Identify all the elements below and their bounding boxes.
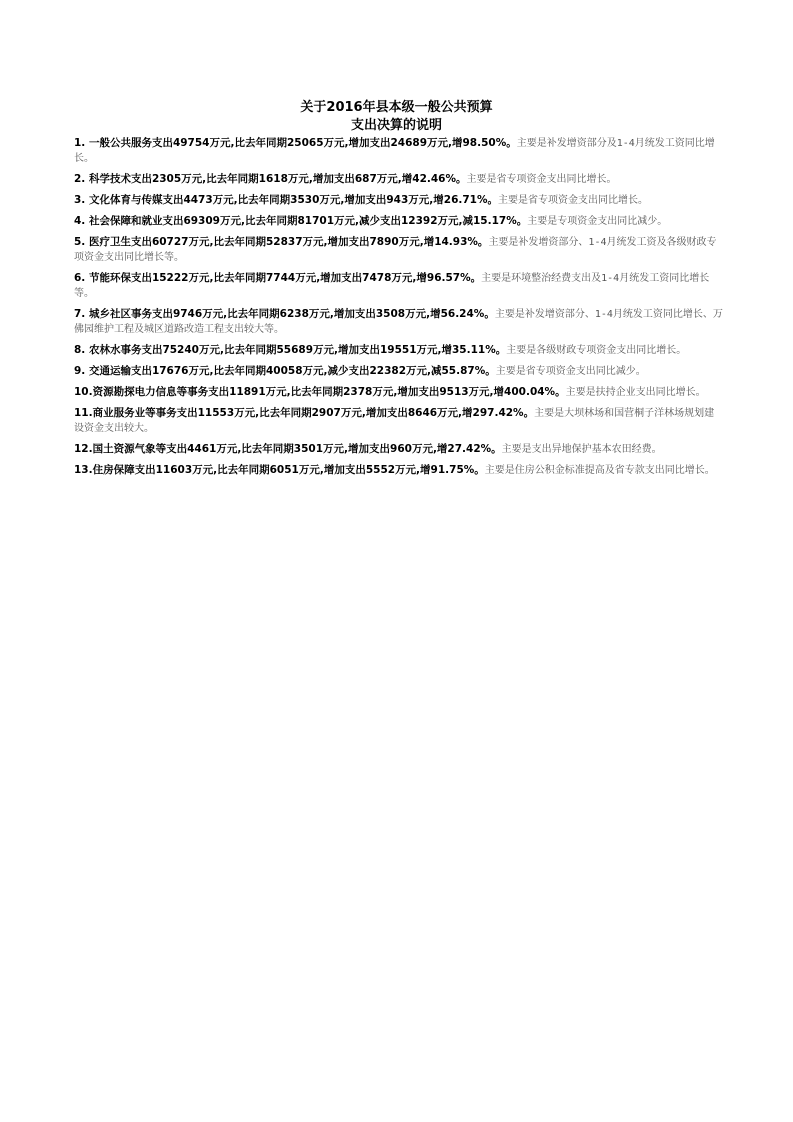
item-note: 主要是环境整治经费支出及1-4月统发工资同比增长等。 <box>74 273 710 299</box>
item-summary: 4. 社会保障和就业支出69309万元,比去年同期81701万元,减少支出12392万元,减15.17%。 <box>74 215 528 227</box>
item-summary: 10.资源勘探电力信息等事务支出11891万元,比去年同期2378万元,增加支出9513万元,增400.04%。 <box>74 386 566 398</box>
item-note: 主要是省专项资金支出同比减少。 <box>495 366 646 377</box>
item-note: 主要是大坝林场和国营桐子洋林场规划建设资金支出较大。 <box>74 408 715 434</box>
item-note: 主要是补发增资部分、1-4月统发工资及各级财政专项资金支出同比增长等。 <box>74 237 717 263</box>
item-summary: 6. 节能环保支出15222万元,比去年同期7744万元,增加支出7478万元,增96.57%。 <box>74 272 482 284</box>
item-note: 主要是各级财政专项资金支出同比增长。 <box>506 345 687 356</box>
list-item <box>74 463 724 478</box>
item-summary: 9. 交通运输支出17676万元,比去年同期40058万元,减少支出22382万元,减55.87%。 <box>74 365 496 377</box>
list-item <box>74 172 724 187</box>
item-summary: 3. 文化体育与传媒支出4473万元,比去年同期3530万元,增加支出943万元,增26.71%。 <box>74 194 499 206</box>
list-item <box>74 235 724 265</box>
item-note: 主要是补发增资部分及1-4月统发工资同比增长。 <box>74 138 715 164</box>
item-summary: 2. 科学技术支出2305万元,比去年同期1618万元,增加支出687万元,增42.46%。 <box>74 173 467 185</box>
item-note: 主要是住房公积金标准提高及省专款支出同比增长。 <box>484 465 715 476</box>
list-item <box>74 406 724 436</box>
list-item <box>74 193 724 208</box>
list-item <box>74 307 724 337</box>
item-summary: 13.住房保障支出11603万元,比去年同期6051万元,增加支出5552万元,增91.75%。 <box>74 464 485 476</box>
list-item <box>74 271 724 301</box>
document-subtitle: 支出决算的说明 <box>350 118 442 133</box>
item-summary: 5. 医疗卫生支出60727万元,比去年同期52837万元,增加支出7890万元,增14.93%。 <box>74 236 489 248</box>
expenditure-list <box>74 136 724 484</box>
list-item <box>74 385 724 400</box>
list-item <box>74 343 724 358</box>
list-item <box>74 442 724 457</box>
item-note: 主要是支出异地保护基本农田经费。 <box>501 444 662 455</box>
item-note: 主要是省专项资金支出同比增长。 <box>466 174 617 185</box>
item-note: 主要是扶持企业支出同比增长。 <box>565 387 706 398</box>
item-summary: 8. 农林水事务支出75240万元,比去年同期55689万元,增加支出19551万元,增35.11%。 <box>74 344 507 356</box>
item-summary: 7. 城乡社区事务支出9746万元,比去年同期6238万元,增加支出3508万元,增56.24%。 <box>74 308 495 320</box>
item-note: 主要是专项资金支出同比减少。 <box>527 216 668 227</box>
item-note: 主要是补发增资部分、1-4月统发工资同比增长、万佛园维护工程及城区道路改造工程支出较大等。 <box>74 309 723 335</box>
list-item <box>74 364 724 379</box>
list-item <box>74 136 724 166</box>
item-summary: 12.国土资源气象等支出4461万元,比去年同期3501万元,增加支出960万元,增27.42%。 <box>74 443 502 455</box>
document-title: 关于2016年县本级一般公共预算 <box>300 100 493 115</box>
list-item <box>74 214 724 229</box>
item-note: 主要是省专项资金支出同比增长。 <box>498 195 649 206</box>
item-summary: 11.商业服务业等事务支出11553万元,比去年同期2907万元,增加支出8646万元,增297.42%。 <box>74 407 535 419</box>
item-summary: 1. 一般公共服务支出49754万元,比去年同期25065万元,增加支出24689万元,增98.50%。 <box>74 137 517 149</box>
